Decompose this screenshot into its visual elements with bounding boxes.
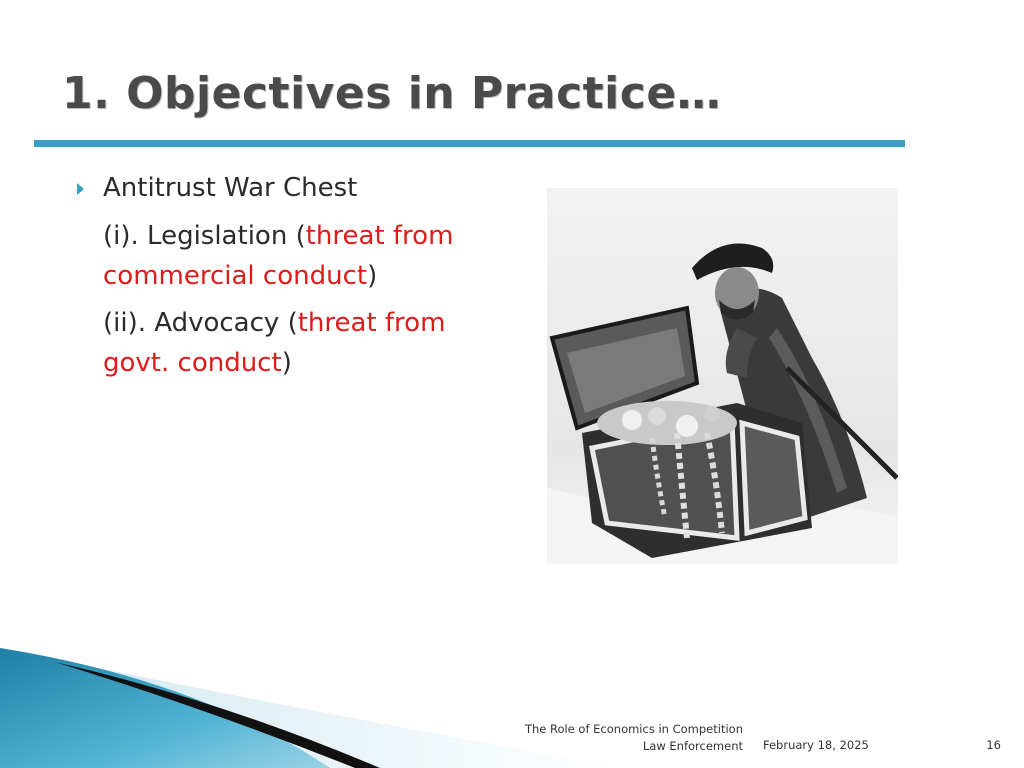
footer-date: February 18, 2025	[763, 738, 869, 752]
slide-title: 1. Objectives in Practice…	[62, 68, 722, 119]
item2-prefix: (ii). Advocacy (	[103, 308, 298, 338]
item2-suffix: )	[281, 348, 292, 378]
footer-topic-line2: Law Enforcement	[642, 739, 743, 753]
title-underline	[34, 140, 905, 147]
item2-highlight-a: threat from	[297, 308, 446, 338]
bullet-arrow-icon	[77, 183, 84, 195]
bullet-item-legislation-cont	[103, 261, 377, 291]
pirate-treasure-chest-photo	[547, 188, 898, 564]
item1-prefix: (i). Legislation (	[103, 221, 306, 251]
bullet-item-legislation	[103, 221, 453, 251]
slide-number: 16	[986, 738, 1001, 752]
item1-highlight-a: threat from	[305, 221, 454, 251]
item1-suffix: )	[367, 261, 378, 291]
item1-highlight-b: commercial conduct	[103, 261, 368, 291]
bullet-item-advocacy	[103, 308, 445, 338]
item2-highlight-b: govt. conduct	[103, 348, 282, 378]
footer-topic-line1: The Role of Economics in Competition	[524, 722, 743, 736]
footer-topic	[525, 721, 743, 755]
bullet-item-advocacy-cont	[103, 348, 292, 378]
bullet-main: Antitrust War Chest	[103, 173, 358, 203]
